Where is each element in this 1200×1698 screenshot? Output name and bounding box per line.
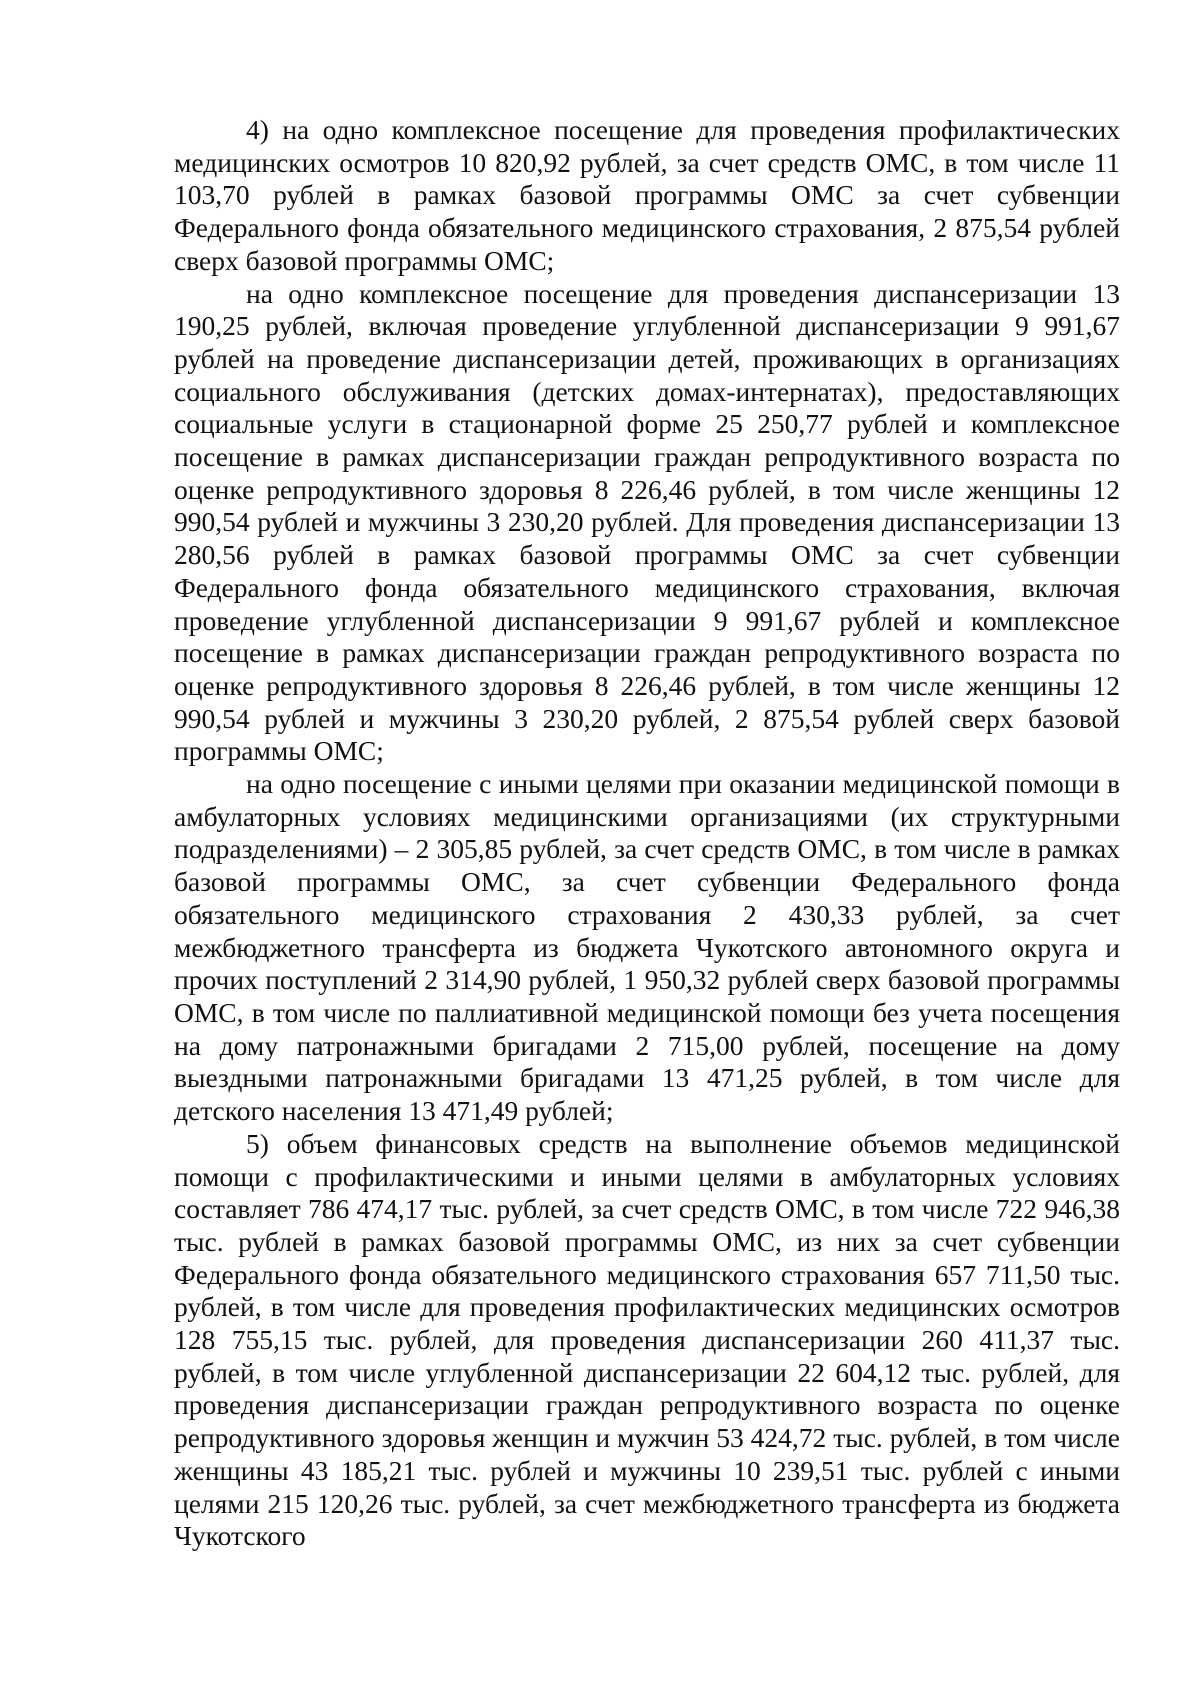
paragraph-dispanserization-visits: на одно комплексное посещение для проведения диспансеризации 13 190,25 рублей, включая проведение углубленной диспансеризации 9 991,67 рублей на проведение диспансеризации детей, проживающих в организациях социального обслуживания (детских домах-интернатах), предоставляющих социальные услуги в стационарной форме 25 250,77 рублей и комплексное посещение в рамках диспансеризации граждан репродуктивного возраста по оценке репродуктивного здоровья 8 226,46 рублей, в том числе женщины 12 990,54 рублей и мужчины 3 230,20 рублей. Для проведения диспансеризации 13 280,56 рублей в рамках базовой программы ОМС за счет субвенции Федерального фонда обязательного медицинского страхования, включая проведение углубленной диспансеризации 9 991,67 рублей и комплексное посещение в рамках диспансеризации граждан репродуктивного возраста по оценке репродуктивного здоровья 8 226,46 рублей, в том числе женщины 12 990,54 рублей и мужчины 3 230,20 рублей, 2 875,54 рублей сверх базовой программы ОМС; [174, 277, 1120, 767]
document-body [174, 114, 1120, 1553]
paragraph-other-purpose-visits: на одно посещение с иными целями при оказании медицинской помощи в амбулаторных условиях медицинскими организациями (их структурными подразделениями) – 2 305,85 рублей, за счет средств ОМС, в том числе в рамках базовой программы ОМС, за счет субвенции Федерального фонда обязательного медицинского страхования 2 430,33 рублей, за счет межбюджетного трансферта из бюджета Чукотского автономного округа и прочих поступлений 2 314,90 рублей, 1 950,32 рублей сверх базовой программы ОМС, в том числе по паллиативной медицинской помощи без учета посещения на дому патронажными бригадами 2 715,00 рублей, посещение на дому выездными патронажными бригадами 13 471,25 рублей, в том числе для детского населения 13 471,49 рублей; [174, 768, 1120, 1127]
paragraph-item-5-financial-volume: 5) объем финансовых средств на выполнение объемов медицинской помощи с профилактическими и иными целями в амбулаторных условиях составляет 786 474,17 тыс. рублей, за счет средств ОМС, в том числе 722 946,38 тыс. рублей в рамках базовой программы ОМС, из них за счет субвенции Федерального фонда обязательного медицинского страхования 657 711,50 тыс. рублей, в том числе для проведения профилактических медицинских осмотров 128 755,15 тыс. рублей, для проведения диспансеризации 260 411,37 тыс. рублей, в том числе углубленной диспансеризации 22 604,12 тыс. рублей, для проведения диспансеризации граждан репродуктивного возраста по оценке репродуктивного здоровья женщин и мужчин 53 424,72 тыс. рублей, в том числе женщины 43 185,21 тыс. рублей и мужчины 10 239,51 тыс. рублей с иными целями 215 120,26 тыс. рублей, за счет межбюджетного трансферта из бюджета Чукотского [174, 1127, 1120, 1552]
paragraph-item-4-preventive-visits: 4) на одно комплексное посещение для проведения профилактических медицинских осмотров 10 820,92 рублей, за счет средств ОМС, в том числе 11 103,70 рублей в рамках базовой программы ОМС за счет субвенции Федерального фонда обязательного медицинского страхования, 2 875,54 рублей сверх базовой программы ОМС; [174, 114, 1120, 276]
